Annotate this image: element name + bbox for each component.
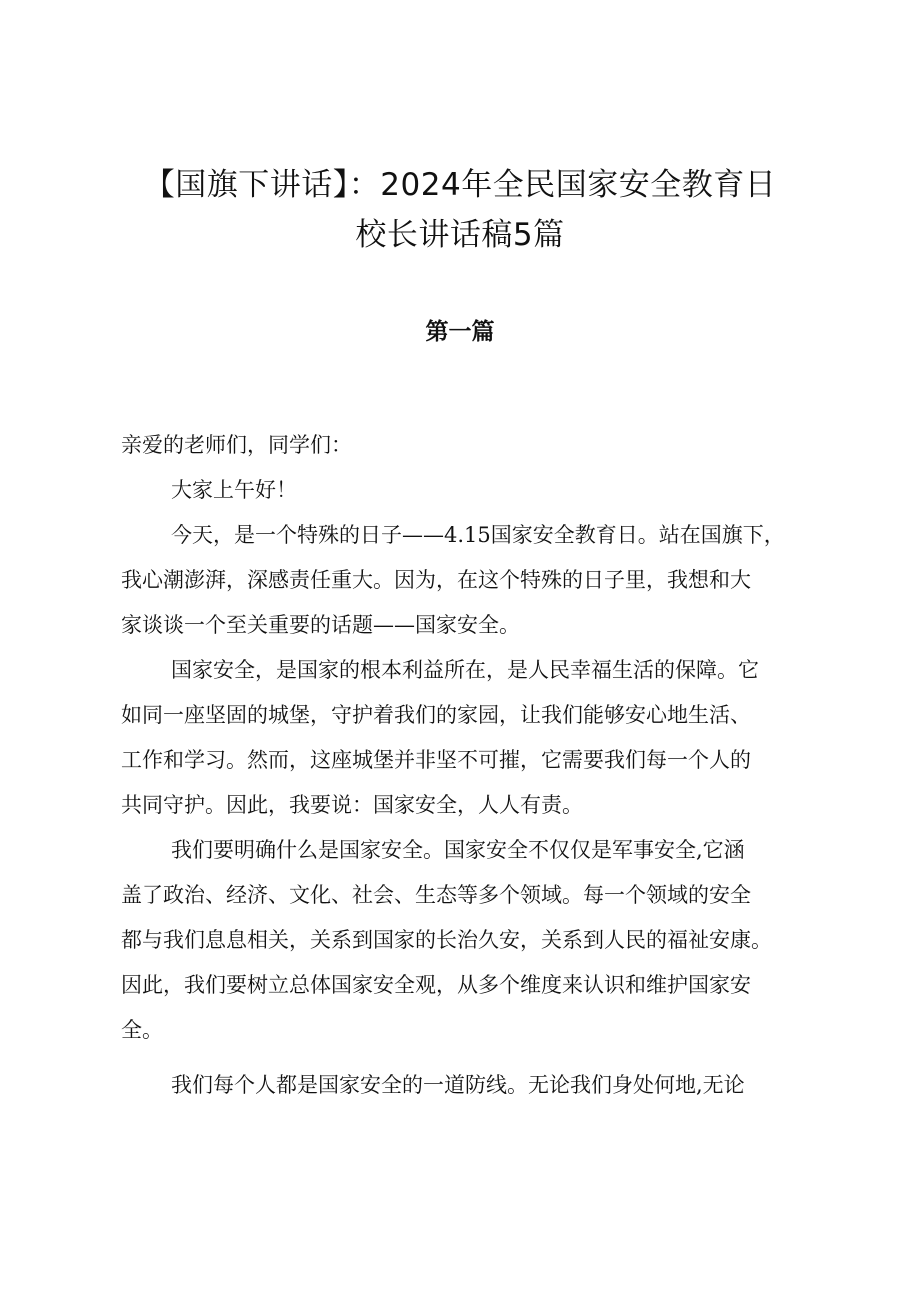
paragraph-gap [121,1053,821,1063]
paragraph-line: 盖了政治、经济、文化、社会、生态等多个领域。每一个领域的安全 [121,883,751,907]
paragraph-line: 全。 [121,1018,163,1042]
title-line-1: 【国旗下讲话】：2024年全民国家安全教育日 [143,167,777,203]
document-body [121,423,821,1108]
paragraph-line: 国家安全，是国家的根本利益所在，是人民幸福生活的保障。它 [171,658,759,682]
paragraph-line: 都与我们息息相关，关系到国家的长治久安，关系到人民的福祉安康。 [121,928,772,952]
paragraph-line: 大家上午好！ [171,478,297,502]
title-line-2: 校长讲话稿5篇 [355,217,565,253]
paragraph-line: 我们每个人都是国家安全的一道防线。无论我们身处何地,无论 [171,1073,745,1097]
paragraph-line: 今天，是一个特殊的日子——4.15国家安全教育日。站在国旗下， [171,523,785,547]
document-title [100,160,820,260]
paragraph-line: 如同一座坚固的城堡，守护着我们的家园，让我们能够安心地生活、 [121,703,751,727]
greeting: 亲爱的老师们，同学们： [121,433,352,457]
paragraph-line: 我们要明确什么是国家安全。国家安全不仅仅是军事安全,它涵 [171,838,745,862]
paragraph-line: 共同守护。因此，我要说：国家安全，人人有责。 [121,793,583,817]
paragraph-line: 我心潮澎湃，深感责任重大。因为，在这个特殊的日子里，我想和大 [121,568,751,592]
paragraph-line: 因此，我们要树立总体国家安全观，从多个维度来认识和维护国家安 [121,973,751,997]
paragraph-line: 工作和学习。然而，这座城堡并非坚不可摧，它需要我们每一个人的 [121,748,751,772]
paragraph-line: 家谈谈一个至关重要的话题——国家安全。 [121,613,520,637]
section-heading: 第一篇 [425,319,495,345]
